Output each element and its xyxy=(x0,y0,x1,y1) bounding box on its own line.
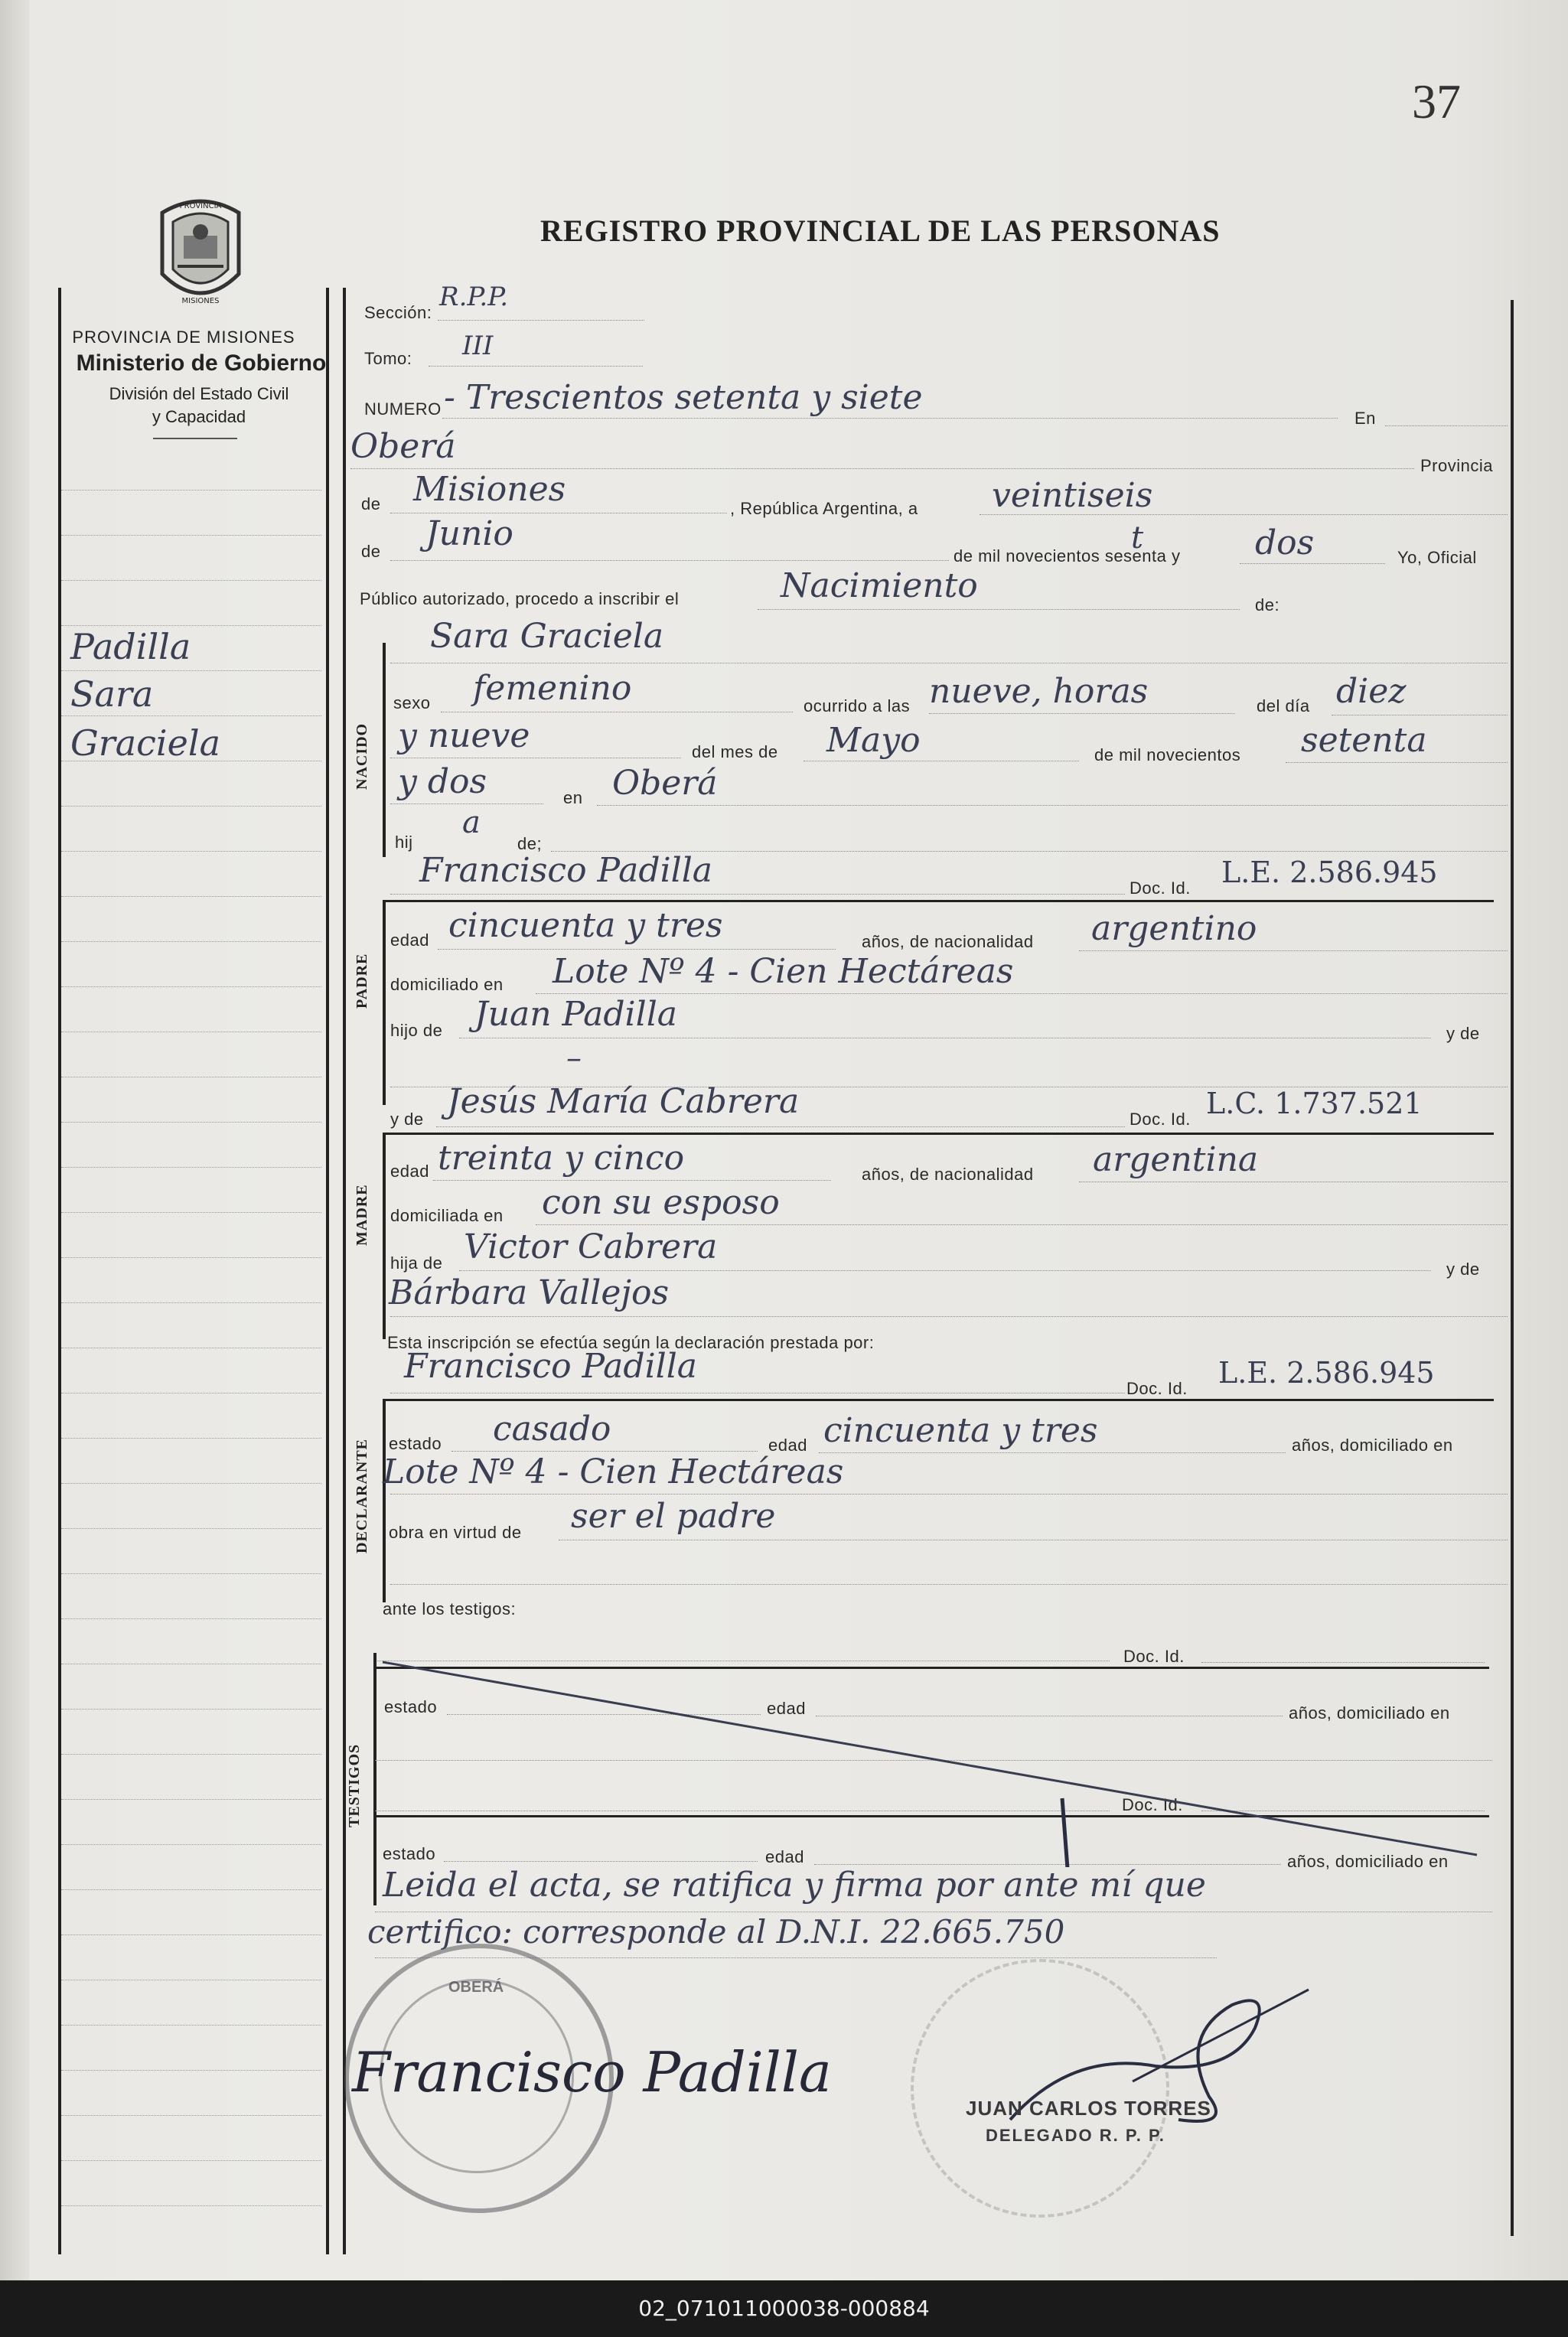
declarante-intro: Esta inscripción se efectúa según la declaración prestada por: xyxy=(387,1333,875,1352)
padre-doc-label: Doc. Id. xyxy=(1130,878,1191,898)
authority-division-2: y Capacidad xyxy=(152,407,246,426)
seccion-label: Sección: xyxy=(364,303,432,322)
hij-de-label: de; xyxy=(517,834,543,853)
authority-province: PROVINCIA DE MISIONES xyxy=(72,328,295,347)
emblem-top-text: PROVINCIA xyxy=(179,202,222,210)
declarante-edad-label: edad xyxy=(768,1436,807,1455)
margin-middle-name: Graciela xyxy=(70,722,220,764)
provincial-emblem xyxy=(147,190,254,312)
declarante-estado-value: casado xyxy=(493,1410,611,1449)
padre-top-rule xyxy=(383,900,1494,902)
declarante-rule xyxy=(383,1399,386,1602)
margin-rule-line xyxy=(61,1934,321,1935)
madre-dom-value: con su esposo xyxy=(542,1183,780,1222)
closing-line-1: Leida el acta, se ratifica y firma por ante mí que xyxy=(383,1866,1206,1905)
margin-rule-line xyxy=(61,1302,321,1303)
body-left-rule xyxy=(343,288,346,2254)
madre-hija-value: Victor Cabrera xyxy=(464,1227,718,1266)
testigo2-edad-label: edad xyxy=(765,1847,804,1866)
testigo1-doc-label: Doc. Id. xyxy=(1123,1647,1185,1666)
padre-edad-label: edad xyxy=(390,931,429,950)
testigos-intro: ante los testigos: xyxy=(383,1599,517,1618)
padre-nac-value: argentino xyxy=(1091,909,1257,948)
margin-rule-line xyxy=(61,535,321,536)
del-mes-label: del mes de xyxy=(692,742,778,761)
testigo2-estado-label: estado xyxy=(383,1844,436,1863)
numero-label: NUMERO xyxy=(364,399,442,419)
nacido-rule xyxy=(383,643,386,857)
margin-rule-line xyxy=(61,2025,321,2026)
testigo1-edad-label: edad xyxy=(767,1699,806,1718)
day-value-1: diez xyxy=(1336,672,1407,711)
madre-hija-label: hija de xyxy=(390,1253,443,1273)
madre-y-de-label-2: y de xyxy=(1446,1260,1480,1279)
day-value: veintiseis xyxy=(992,476,1153,515)
padre-edad-value: cincuenta y tres xyxy=(448,906,723,945)
numero-value: - Trescientos setenta y siete xyxy=(444,378,923,417)
declarante-top-rule xyxy=(383,1399,1494,1401)
madre-edad-label: edad xyxy=(390,1162,429,1181)
page-title: REGISTRO PROVINCIAL DE LAS PERSONAS xyxy=(540,213,1221,248)
margin-rule-line xyxy=(61,2070,321,2071)
padre-hijo-label: hijo de xyxy=(390,1021,443,1040)
margin-rule-line xyxy=(61,2205,321,2206)
official-title: DELEGADO R. P. P. xyxy=(986,2126,1165,2145)
hour-value: nueve, horas xyxy=(929,672,1149,711)
declarante-doc-label: Doc. Id. xyxy=(1126,1379,1188,1398)
padre-y-de-label: y de xyxy=(1446,1024,1480,1043)
de-label-2: de xyxy=(361,542,381,561)
yo-oficial-label: Yo, Oficial xyxy=(1397,548,1477,567)
declarante-dom-value: Lote Nº 4 - Cien Hectáreas xyxy=(383,1452,844,1491)
margin-rule-line xyxy=(61,1438,321,1439)
margin-rule-line xyxy=(61,986,321,987)
year-insert: t xyxy=(1131,520,1144,556)
seccion-value: R.P.P. xyxy=(439,282,508,312)
margin-rule-line xyxy=(61,941,321,942)
seal-text: OBERÁ xyxy=(448,1979,504,1996)
margin-rule-line xyxy=(61,1528,321,1529)
file-id-footer: 02_071011000038-000884 xyxy=(0,2280,1568,2337)
declarante-anos-label: años, domiciliado en xyxy=(1292,1436,1453,1455)
birth-month-value: Mayo xyxy=(826,721,921,760)
binding-edge xyxy=(0,0,29,2280)
margin-rule-line xyxy=(61,490,321,491)
margin-right-rule xyxy=(326,288,329,2254)
margin-rule-line xyxy=(61,1483,321,1484)
authority-underline xyxy=(153,438,237,439)
sexo-value: femenino xyxy=(473,669,632,708)
madre-edad-value: treinta y cinco xyxy=(438,1139,685,1178)
testigo1-estado-label: estado xyxy=(384,1697,438,1716)
padre-dash-value: – xyxy=(566,1041,582,1076)
en-label: En xyxy=(1354,409,1376,428)
act-type: Nacimiento xyxy=(781,566,978,605)
madre-nac-label: años, de nacionalidad xyxy=(862,1165,1034,1184)
margin-rule-line xyxy=(61,670,321,671)
margin-rule-line xyxy=(61,1889,321,1890)
year-value: dos xyxy=(1255,523,1315,562)
margin-rule-line xyxy=(61,715,321,716)
birth-year-2: y dos xyxy=(398,762,487,801)
margin-rule-line xyxy=(61,1754,321,1755)
nacido-en-label: en xyxy=(563,788,583,807)
padre-dom-value: Lote Nº 4 - Cien Hectáreas xyxy=(553,952,1014,991)
month-value: Junio xyxy=(425,514,513,553)
place-value: Oberá xyxy=(350,427,456,466)
authority-division: División del Estado Civil xyxy=(109,384,289,403)
birth-year-1: setenta xyxy=(1301,721,1427,760)
madre-y-de-label: y de xyxy=(390,1110,424,1129)
padre-name: Francisco Padilla xyxy=(419,851,713,890)
testigos-section-label: TESTIGOS xyxy=(346,1743,363,1827)
testigos-cancel-stroke xyxy=(375,1653,1508,1867)
margin-rule-line xyxy=(61,2115,321,2116)
de-label-1: de xyxy=(361,494,381,513)
madre-top-rule xyxy=(383,1133,1494,1135)
declarante-obra-label: obra en virtud de xyxy=(389,1523,522,1542)
day-value-2: y nueve xyxy=(398,716,530,755)
madre-section-label: MADRE xyxy=(354,1184,370,1246)
de-colon-label: de: xyxy=(1255,595,1280,614)
margin-rule-line xyxy=(61,851,321,852)
margin-surname: Padilla xyxy=(70,626,191,667)
declarante-estado-label: estado xyxy=(389,1434,442,1453)
declarante-name: Francisco Padilla xyxy=(404,1347,698,1386)
margin-rule-line xyxy=(61,896,321,897)
margin-first-name: Sara xyxy=(70,673,154,715)
padre-doc-value: L.E. 2.586.945 xyxy=(1221,856,1438,889)
madre-doc-value: L.C. 1.737.521 xyxy=(1206,1087,1423,1120)
margin-left-rule xyxy=(58,288,61,2254)
official-name: JUAN CARLOS TORRES xyxy=(966,2097,1211,2120)
margin-rule-line xyxy=(61,1122,321,1123)
margin-rule-line xyxy=(61,1618,321,1619)
nacido-section-label: NACIDO xyxy=(354,722,370,790)
ocurrido-label: ocurrido a las xyxy=(804,696,911,715)
declarante-doc-value: L.E. 2.586.945 xyxy=(1218,1356,1435,1390)
page-number: 37 xyxy=(1412,74,1461,129)
padre-section-label: PADRE xyxy=(354,953,370,1009)
margin-rule-line xyxy=(61,2160,321,2161)
tomo-value: III xyxy=(462,331,494,361)
margin-rule-line xyxy=(61,1844,321,1845)
birth-place-value: Oberá xyxy=(612,764,718,803)
year-label: de mil novecientos sesenta y xyxy=(954,546,1181,566)
sexo-label: sexo xyxy=(393,693,431,712)
testigo2-doc-label: Doc. Id. xyxy=(1122,1795,1183,1814)
hij-value: a xyxy=(462,805,481,840)
emblem-bottom-text: MISIONES xyxy=(181,297,220,305)
declarante-obra-value: ser el padre xyxy=(571,1497,776,1536)
padre-hijo-value: Juan Padilla xyxy=(474,995,678,1034)
madre-rule xyxy=(383,1133,386,1339)
declarant-signature: Francisco Padilla xyxy=(352,2040,832,2104)
margin-rule-line xyxy=(61,806,321,807)
margin-rule-line xyxy=(61,1167,321,1168)
padre-dom-label: domiciliado en xyxy=(390,975,504,994)
madre-nac-value: argentina xyxy=(1093,1140,1259,1179)
right-frame-rule xyxy=(1511,300,1514,2236)
closing-line-2: certifico: corresponde al D.N.I. 22.665.750 xyxy=(367,1913,1065,1951)
mil-label: de mil novecientos xyxy=(1094,745,1241,764)
province-value: Misiones xyxy=(413,470,566,509)
publico-label: Público autorizado, procedo a inscribir el xyxy=(360,589,680,608)
provincia-label: Provincia xyxy=(1420,456,1493,475)
margin-rule-line xyxy=(61,1799,321,1800)
declarante-edad-value: cincuenta y tres xyxy=(823,1411,1098,1450)
nacido-name: Sara Graciela xyxy=(430,617,664,656)
madre-doc-label: Doc. Id. xyxy=(1130,1110,1191,1129)
padre-rule xyxy=(383,900,386,1105)
padre-nac-label: años, de nacionalidad xyxy=(862,932,1034,951)
republica-label: , República Argentina, a xyxy=(730,499,918,518)
testigo1-anos-label: años, domiciliado en xyxy=(1289,1703,1450,1723)
margin-rule-line xyxy=(61,1709,321,1710)
declarante-section-label: DECLARANTE xyxy=(354,1438,370,1553)
madre-mother-value: Bárbara Vallejos xyxy=(389,1273,670,1312)
margin-rule-line xyxy=(61,1573,321,1574)
hij-label: hij xyxy=(395,833,413,852)
tomo-label: Tomo: xyxy=(364,349,412,368)
del-dia-label: del día xyxy=(1257,696,1310,715)
testigo2-anos-label: años, domiciliado en xyxy=(1287,1852,1449,1871)
margin-rule-line xyxy=(61,1212,321,1213)
authority-ministry: Ministerio de Gobierno xyxy=(76,350,327,376)
madre-name: Jesús María Cabrera xyxy=(447,1082,800,1121)
margin-rule-line xyxy=(61,1257,321,1258)
madre-dom-label: domiciliada en xyxy=(390,1206,504,1225)
margin-rule-line xyxy=(61,580,321,581)
